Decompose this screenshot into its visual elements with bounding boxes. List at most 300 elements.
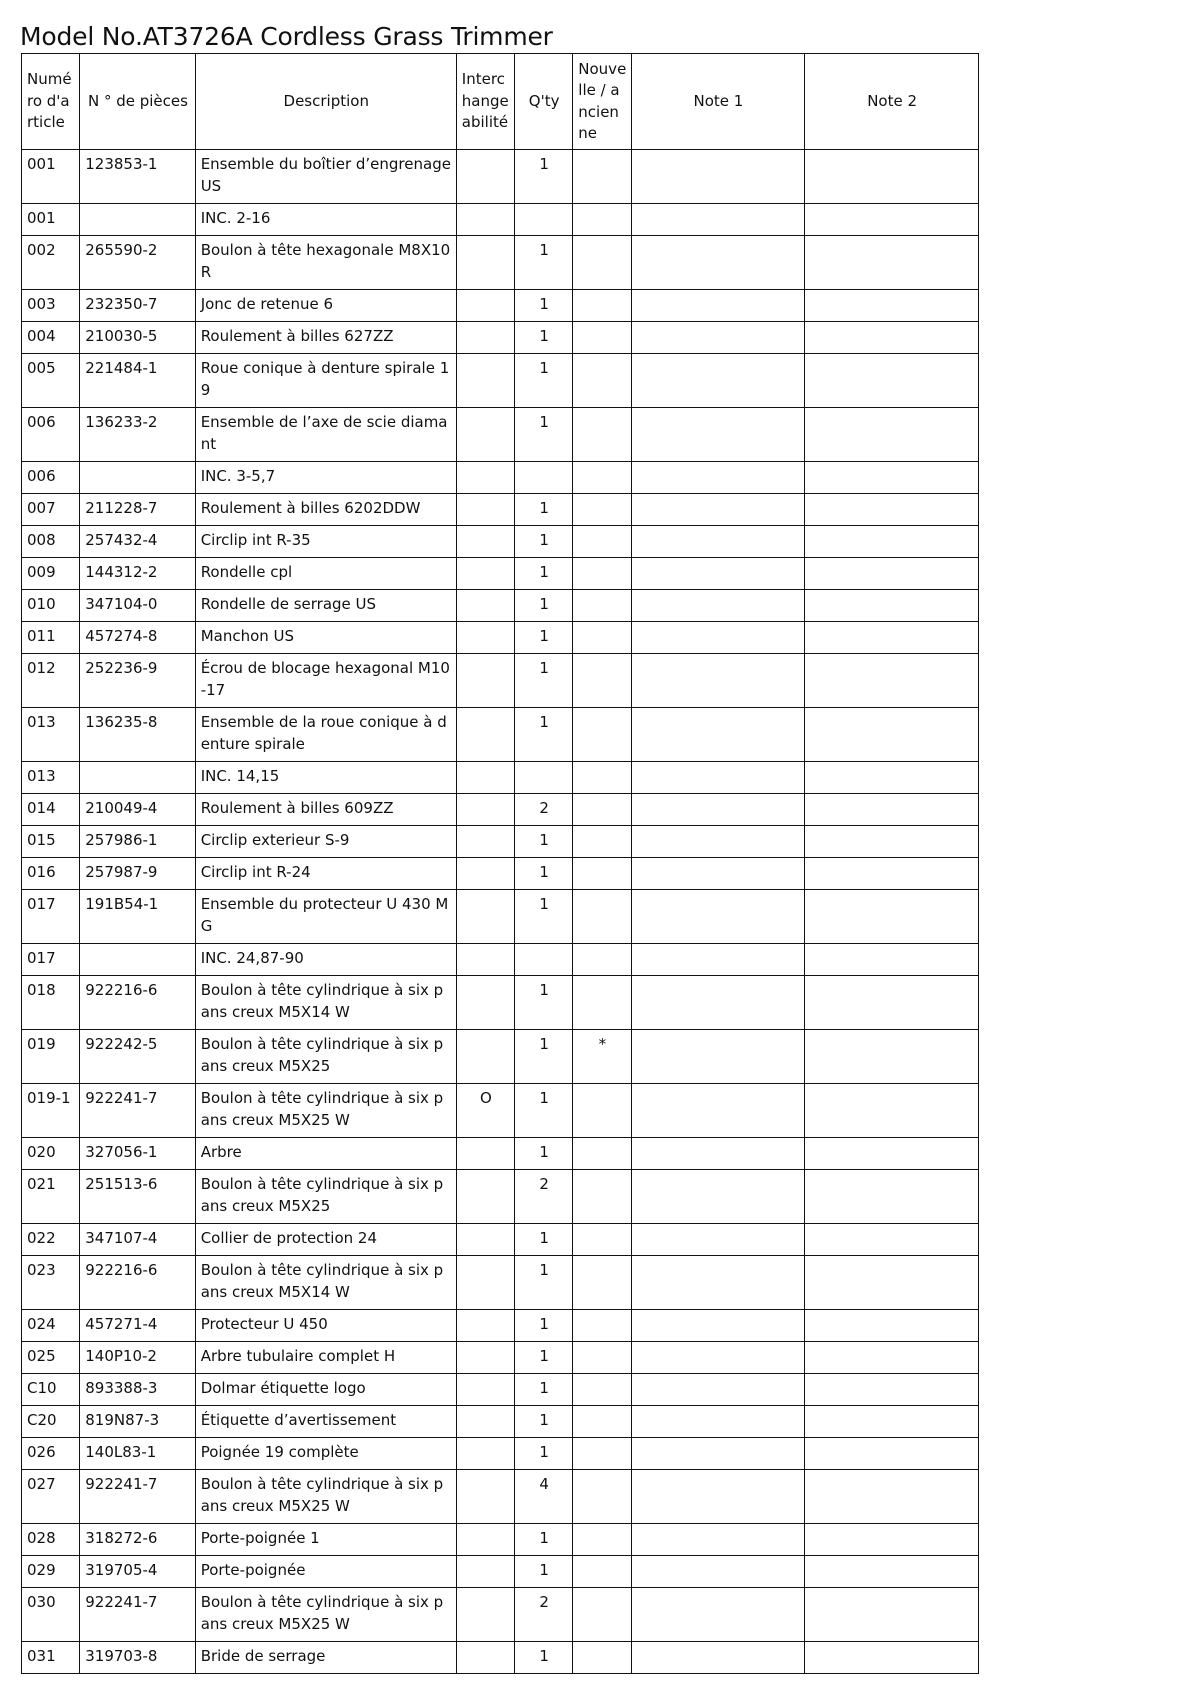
cell-interchangeability xyxy=(456,708,514,762)
cell-note2 xyxy=(805,408,979,462)
cell-part-no: 922241-7 xyxy=(80,1588,195,1642)
cell-part-no: 251513-6 xyxy=(80,1170,195,1224)
cell-interchangeability xyxy=(456,1256,514,1310)
cell-new-old xyxy=(573,1084,631,1138)
cell-new-old xyxy=(573,1138,631,1170)
cell-interchangeability xyxy=(456,794,514,826)
cell-note1 xyxy=(631,944,805,976)
cell-interchangeability xyxy=(456,1588,514,1642)
cell-new-old xyxy=(573,1438,631,1470)
cell-part-no: 922216-6 xyxy=(80,976,195,1030)
cell-item-no: 021 xyxy=(22,1170,80,1224)
cell-part-no: 210030-5 xyxy=(80,322,195,354)
cell-description: Boulon à tête cylindrique à six pans creux M5X25 xyxy=(195,1170,456,1224)
cell-interchangeability xyxy=(456,236,514,290)
table-row xyxy=(22,558,979,590)
cell-item-no: 001 xyxy=(22,204,80,236)
cell-qty: 1 xyxy=(515,890,573,944)
cell-new-old xyxy=(573,1556,631,1588)
cell-part-no: 922242-5 xyxy=(80,1030,195,1084)
cell-qty: 1 xyxy=(515,708,573,762)
cell-note2 xyxy=(805,1310,979,1342)
cell-note1 xyxy=(631,1224,805,1256)
cell-new-old xyxy=(573,462,631,494)
cell-note1 xyxy=(631,1374,805,1406)
header-part-no: N ° de pièces xyxy=(80,54,195,150)
cell-qty xyxy=(515,204,573,236)
cell-item-no: 028 xyxy=(22,1524,80,1556)
cell-description: INC. 14,15 xyxy=(195,762,456,794)
cell-note1 xyxy=(631,354,805,408)
cell-interchangeability xyxy=(456,494,514,526)
cell-new-old xyxy=(573,858,631,890)
cell-note1 xyxy=(631,204,805,236)
cell-description: INC. 2-16 xyxy=(195,204,456,236)
cell-description: Boulon à tête cylindrique à six pans creux M5X25 W xyxy=(195,1588,456,1642)
cell-new-old xyxy=(573,826,631,858)
cell-part-no: 123853-1 xyxy=(80,150,195,204)
cell-qty: 1 xyxy=(515,1406,573,1438)
cell-interchangeability xyxy=(456,526,514,558)
cell-interchangeability xyxy=(456,1342,514,1374)
table-row xyxy=(22,526,979,558)
cell-item-no: 013 xyxy=(22,762,80,794)
cell-interchangeability xyxy=(456,826,514,858)
cell-note1 xyxy=(631,1588,805,1642)
cell-part-no xyxy=(80,462,195,494)
cell-interchangeability xyxy=(456,1524,514,1556)
cell-qty: 1 xyxy=(515,1030,573,1084)
cell-item-no: 006 xyxy=(22,408,80,462)
cell-part-no: 140L83-1 xyxy=(80,1438,195,1470)
cell-description: Boulon à tête cylindrique à six pans creux M5X14 W xyxy=(195,1256,456,1310)
cell-interchangeability xyxy=(456,890,514,944)
cell-note2 xyxy=(805,1406,979,1438)
cell-note1 xyxy=(631,1310,805,1342)
table-row xyxy=(22,1170,979,1224)
cell-new-old xyxy=(573,558,631,590)
cell-interchangeability xyxy=(456,1170,514,1224)
table-row xyxy=(22,204,979,236)
cell-part-no xyxy=(80,762,195,794)
cell-description: Arbre xyxy=(195,1138,456,1170)
cell-new-old xyxy=(573,1170,631,1224)
cell-note2 xyxy=(805,622,979,654)
cell-note2 xyxy=(805,1170,979,1224)
cell-interchangeability xyxy=(456,558,514,590)
cell-new-old xyxy=(573,322,631,354)
cell-description: Arbre tubulaire complet H xyxy=(195,1342,456,1374)
table-row xyxy=(22,826,979,858)
cell-description: Protecteur U 450 xyxy=(195,1310,456,1342)
cell-item-no: 015 xyxy=(22,826,80,858)
table-row xyxy=(22,794,979,826)
cell-note1 xyxy=(631,558,805,590)
cell-note1 xyxy=(631,236,805,290)
cell-note2 xyxy=(805,1030,979,1084)
cell-note1 xyxy=(631,1256,805,1310)
cell-qty: 1 xyxy=(515,1438,573,1470)
cell-interchangeability xyxy=(456,976,514,1030)
cell-note1 xyxy=(631,1642,805,1674)
cell-description: Ensemble de l’axe de scie diamant xyxy=(195,408,456,462)
header-qty: Q'ty xyxy=(515,54,573,150)
cell-new-old xyxy=(573,494,631,526)
table-row xyxy=(22,494,979,526)
table-row xyxy=(22,1224,979,1256)
cell-part-no: 347107-4 xyxy=(80,1224,195,1256)
table-row xyxy=(22,1438,979,1470)
cell-new-old xyxy=(573,1524,631,1556)
cell-item-no: 011 xyxy=(22,622,80,654)
cell-part-no xyxy=(80,944,195,976)
header-item-no: Numéro d'article xyxy=(22,54,80,150)
cell-item-no: 023 xyxy=(22,1256,80,1310)
cell-part-no: 140P10-2 xyxy=(80,1342,195,1374)
cell-description: Rondelle de serrage US xyxy=(195,590,456,622)
table-row xyxy=(22,590,979,622)
cell-interchangeability xyxy=(456,654,514,708)
cell-note1 xyxy=(631,150,805,204)
cell-note1 xyxy=(631,462,805,494)
table-row xyxy=(22,1256,979,1310)
cell-item-no: 025 xyxy=(22,1342,80,1374)
cell-item-no: 001 xyxy=(22,150,80,204)
cell-interchangeability xyxy=(456,590,514,622)
cell-part-no: 319703-8 xyxy=(80,1642,195,1674)
header-note1: Note 1 xyxy=(631,54,805,150)
cell-new-old xyxy=(573,1588,631,1642)
cell-interchangeability xyxy=(456,944,514,976)
cell-qty: 1 xyxy=(515,1342,573,1374)
cell-note2 xyxy=(805,1556,979,1588)
cell-description: Roulement à billes 627ZZ xyxy=(195,322,456,354)
cell-interchangeability xyxy=(456,622,514,654)
cell-description: Ensemble de la roue conique à denture spirale xyxy=(195,708,456,762)
cell-note1 xyxy=(631,1406,805,1438)
cell-interchangeability xyxy=(456,290,514,322)
cell-note2 xyxy=(805,762,979,794)
page-title: Model No.AT3726A Cordless Grass Trimmer xyxy=(20,22,553,51)
cell-note2 xyxy=(805,976,979,1030)
table-row xyxy=(22,858,979,890)
cell-item-no: 031 xyxy=(22,1642,80,1674)
cell-new-old xyxy=(573,1310,631,1342)
cell-note2 xyxy=(805,1470,979,1524)
cell-description: Poignée 19 complète xyxy=(195,1438,456,1470)
cell-part-no: 257432-4 xyxy=(80,526,195,558)
cell-qty: 1 xyxy=(515,408,573,462)
cell-interchangeability xyxy=(456,1138,514,1170)
cell-qty: 1 xyxy=(515,1374,573,1406)
cell-item-no: 030 xyxy=(22,1588,80,1642)
cell-description: Ensemble du boîtier d’engrenage US xyxy=(195,150,456,204)
cell-item-no: 016 xyxy=(22,858,80,890)
cell-note1 xyxy=(631,526,805,558)
cell-item-no: 010 xyxy=(22,590,80,622)
cell-description: Écrou de blocage hexagonal M10-17 xyxy=(195,654,456,708)
cell-new-old xyxy=(573,150,631,204)
cell-new-old xyxy=(573,794,631,826)
cell-item-no: 005 xyxy=(22,354,80,408)
cell-part-no: 257987-9 xyxy=(80,858,195,890)
cell-part-no: 327056-1 xyxy=(80,1138,195,1170)
cell-part-no: 136233-2 xyxy=(80,408,195,462)
cell-note2 xyxy=(805,590,979,622)
parts-table-body xyxy=(22,150,979,1674)
cell-new-old: * xyxy=(573,1030,631,1084)
cell-description: Boulon à tête cylindrique à six pans creux M5X14 W xyxy=(195,976,456,1030)
cell-note1 xyxy=(631,1030,805,1084)
cell-interchangeability: O xyxy=(456,1084,514,1138)
cell-item-no: 019 xyxy=(22,1030,80,1084)
header-row xyxy=(22,54,979,150)
cell-description: Dolmar étiquette logo xyxy=(195,1374,456,1406)
cell-interchangeability xyxy=(456,1642,514,1674)
cell-note1 xyxy=(631,1524,805,1556)
cell-item-no: 018 xyxy=(22,976,80,1030)
cell-qty: 1 xyxy=(515,858,573,890)
cell-note2 xyxy=(805,1256,979,1310)
cell-note2 xyxy=(805,944,979,976)
cell-note1 xyxy=(631,408,805,462)
table-row xyxy=(22,354,979,408)
cell-new-old xyxy=(573,1224,631,1256)
cell-qty: 1 xyxy=(515,354,573,408)
cell-interchangeability xyxy=(456,462,514,494)
cell-description: Porte-poignée 1 xyxy=(195,1524,456,1556)
cell-qty: 1 xyxy=(515,526,573,558)
cell-interchangeability xyxy=(456,1406,514,1438)
table-row xyxy=(22,1556,979,1588)
cell-qty: 1 xyxy=(515,590,573,622)
cell-new-old xyxy=(573,526,631,558)
cell-interchangeability xyxy=(456,150,514,204)
cell-part-no: 210049-4 xyxy=(80,794,195,826)
cell-qty: 2 xyxy=(515,794,573,826)
table-row xyxy=(22,654,979,708)
cell-note1 xyxy=(631,654,805,708)
cell-item-no: 013 xyxy=(22,708,80,762)
cell-note2 xyxy=(805,150,979,204)
cell-item-no: 017 xyxy=(22,944,80,976)
cell-part-no: 819N87-3 xyxy=(80,1406,195,1438)
cell-qty: 1 xyxy=(515,236,573,290)
cell-note1 xyxy=(631,762,805,794)
cell-interchangeability xyxy=(456,204,514,236)
cell-qty: 1 xyxy=(515,1138,573,1170)
cell-part-no: 257986-1 xyxy=(80,826,195,858)
parts-table xyxy=(21,53,979,1674)
cell-note1 xyxy=(631,794,805,826)
table-row xyxy=(22,462,979,494)
cell-description: Roulement à billes 609ZZ xyxy=(195,794,456,826)
cell-qty: 1 xyxy=(515,1556,573,1588)
table-row xyxy=(22,1030,979,1084)
cell-note1 xyxy=(631,622,805,654)
cell-note2 xyxy=(805,1438,979,1470)
table-row xyxy=(22,1406,979,1438)
cell-item-no: 006 xyxy=(22,462,80,494)
cell-qty xyxy=(515,944,573,976)
cell-interchangeability xyxy=(456,1310,514,1342)
table-row xyxy=(22,976,979,1030)
cell-description: Manchon US xyxy=(195,622,456,654)
cell-new-old xyxy=(573,1342,631,1374)
header-interchangeability: Interchangeabilité xyxy=(456,54,514,150)
cell-description: Rondelle cpl xyxy=(195,558,456,590)
cell-note1 xyxy=(631,590,805,622)
cell-description: Circlip exterieur S-9 xyxy=(195,826,456,858)
cell-part-no: 318272-6 xyxy=(80,1524,195,1556)
cell-note2 xyxy=(805,1224,979,1256)
table-row xyxy=(22,1138,979,1170)
cell-new-old xyxy=(573,622,631,654)
cell-note2 xyxy=(805,462,979,494)
cell-qty: 4 xyxy=(515,1470,573,1524)
cell-part-no: 922241-7 xyxy=(80,1470,195,1524)
table-row xyxy=(22,322,979,354)
cell-part-no: 922241-7 xyxy=(80,1084,195,1138)
cell-note1 xyxy=(631,858,805,890)
cell-part-no: 922216-6 xyxy=(80,1256,195,1310)
table-row xyxy=(22,150,979,204)
cell-new-old xyxy=(573,236,631,290)
cell-qty: 1 xyxy=(515,290,573,322)
cell-description: Boulon à tête cylindrique à six pans creux M5X25 W xyxy=(195,1470,456,1524)
cell-part-no: 191B54-1 xyxy=(80,890,195,944)
table-row xyxy=(22,236,979,290)
cell-note1 xyxy=(631,1470,805,1524)
cell-note2 xyxy=(805,826,979,858)
cell-note1 xyxy=(631,826,805,858)
table-row xyxy=(22,1374,979,1406)
cell-note2 xyxy=(805,558,979,590)
cell-note2 xyxy=(805,1374,979,1406)
header-description: Description xyxy=(195,54,456,150)
table-row xyxy=(22,290,979,322)
cell-qty: 1 xyxy=(515,826,573,858)
cell-interchangeability xyxy=(456,1224,514,1256)
cell-item-no: 019-1 xyxy=(22,1084,80,1138)
cell-qty: 1 xyxy=(515,1524,573,1556)
cell-new-old xyxy=(573,1406,631,1438)
cell-note1 xyxy=(631,1556,805,1588)
cell-note2 xyxy=(805,1342,979,1374)
cell-item-no: 008 xyxy=(22,526,80,558)
cell-note1 xyxy=(631,1438,805,1470)
cell-qty: 1 xyxy=(515,1310,573,1342)
cell-note1 xyxy=(631,494,805,526)
cell-note2 xyxy=(805,1138,979,1170)
cell-note2 xyxy=(805,1642,979,1674)
cell-item-no: 004 xyxy=(22,322,80,354)
table-row xyxy=(22,1470,979,1524)
cell-new-old xyxy=(573,654,631,708)
cell-interchangeability xyxy=(456,1556,514,1588)
cell-new-old xyxy=(573,1470,631,1524)
cell-item-no: 029 xyxy=(22,1556,80,1588)
cell-note2 xyxy=(805,858,979,890)
table-row xyxy=(22,944,979,976)
cell-description: Circlip int R-24 xyxy=(195,858,456,890)
cell-interchangeability xyxy=(456,1438,514,1470)
cell-new-old xyxy=(573,290,631,322)
cell-new-old xyxy=(573,590,631,622)
cell-description: Bride de serrage xyxy=(195,1642,456,1674)
cell-new-old xyxy=(573,408,631,462)
cell-new-old xyxy=(573,762,631,794)
cell-part-no: 457271-4 xyxy=(80,1310,195,1342)
cell-part-no: 265590-2 xyxy=(80,236,195,290)
cell-note2 xyxy=(805,1524,979,1556)
cell-part-no xyxy=(80,204,195,236)
cell-part-no: 221484-1 xyxy=(80,354,195,408)
cell-description: Porte-poignée xyxy=(195,1556,456,1588)
cell-item-no: 002 xyxy=(22,236,80,290)
cell-note2 xyxy=(805,290,979,322)
cell-item-no: 022 xyxy=(22,1224,80,1256)
cell-item-no: 027 xyxy=(22,1470,80,1524)
cell-part-no: 347104-0 xyxy=(80,590,195,622)
cell-new-old xyxy=(573,1642,631,1674)
cell-description: INC. 24,87-90 xyxy=(195,944,456,976)
cell-note2 xyxy=(805,354,979,408)
cell-qty: 1 xyxy=(515,1084,573,1138)
cell-qty: 1 xyxy=(515,1224,573,1256)
cell-item-no: C10 xyxy=(22,1374,80,1406)
cell-new-old xyxy=(573,204,631,236)
cell-note1 xyxy=(631,1170,805,1224)
cell-note1 xyxy=(631,322,805,354)
cell-item-no: 020 xyxy=(22,1138,80,1170)
cell-new-old xyxy=(573,708,631,762)
cell-note2 xyxy=(805,204,979,236)
cell-new-old xyxy=(573,944,631,976)
cell-qty: 2 xyxy=(515,1170,573,1224)
cell-note2 xyxy=(805,1588,979,1642)
cell-interchangeability xyxy=(456,1374,514,1406)
cell-interchangeability xyxy=(456,322,514,354)
cell-item-no: 007 xyxy=(22,494,80,526)
table-row xyxy=(22,1342,979,1374)
cell-note1 xyxy=(631,1138,805,1170)
table-row xyxy=(22,1642,979,1674)
table-row xyxy=(22,1310,979,1342)
cell-note1 xyxy=(631,1342,805,1374)
cell-description: Boulon à tête cylindrique à six pans creux M5X25 W xyxy=(195,1084,456,1138)
cell-part-no: 232350-7 xyxy=(80,290,195,322)
cell-item-no: 014 xyxy=(22,794,80,826)
cell-item-no: 026 xyxy=(22,1438,80,1470)
cell-description: Boulon à tête hexagonale M8X10 R xyxy=(195,236,456,290)
cell-part-no: 211228-7 xyxy=(80,494,195,526)
cell-interchangeability xyxy=(456,354,514,408)
cell-qty: 2 xyxy=(515,1588,573,1642)
cell-item-no: 012 xyxy=(22,654,80,708)
cell-qty xyxy=(515,762,573,794)
cell-note2 xyxy=(805,236,979,290)
cell-item-no: 024 xyxy=(22,1310,80,1342)
cell-description: Boulon à tête cylindrique à six pans creux M5X25 xyxy=(195,1030,456,1084)
cell-part-no: 319705-4 xyxy=(80,1556,195,1588)
cell-qty: 1 xyxy=(515,976,573,1030)
cell-part-no: 144312-2 xyxy=(80,558,195,590)
cell-description: Collier de protection 24 xyxy=(195,1224,456,1256)
cell-interchangeability xyxy=(456,858,514,890)
cell-interchangeability xyxy=(456,762,514,794)
cell-qty: 1 xyxy=(515,654,573,708)
